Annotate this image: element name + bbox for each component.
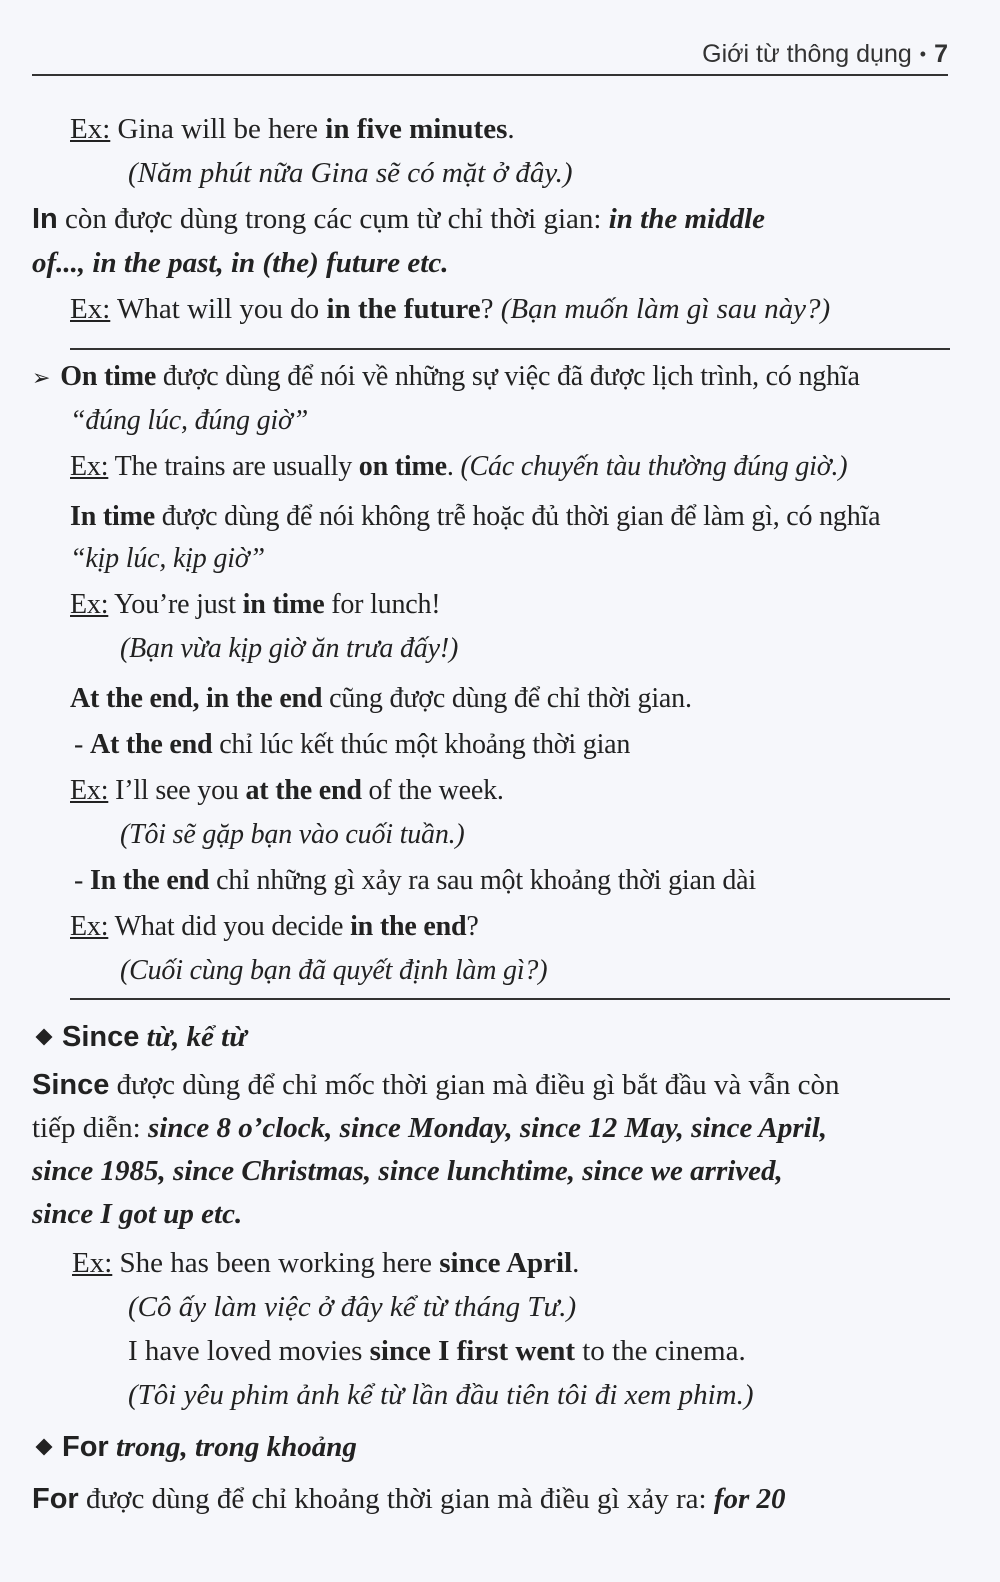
example-text: What did you decide <box>114 911 351 942</box>
heading-meaning: từ, kể từ <box>139 1021 247 1053</box>
ex-label: Ex: <box>72 1247 113 1279</box>
keyword-for: For <box>32 1483 79 1515</box>
dash: - <box>74 729 90 760</box>
ex-label: Ex: <box>70 911 109 942</box>
paragraph-text: còn được dùng trong các cụm từ chỉ thời gian: <box>57 203 609 235</box>
ex-label: Ex: <box>70 451 109 482</box>
translation-since-april: (Cô ấy làm việc ở đây kể từ tháng Tư.) <box>128 1291 577 1323</box>
arrow-bullet-icon: ➢ <box>32 366 51 391</box>
paragraph-phrases-2: since 1985, since Christmas, since lunchtime, since we arrived, <box>32 1155 783 1187</box>
paragraph-text: được dùng để chỉ mốc thời gian mà điều gì bắt đầu và vẫn còn <box>109 1069 840 1101</box>
example-in-the-end <box>70 906 950 948</box>
example-text-end: . <box>446 451 461 482</box>
diamond-bullet-icon <box>36 1439 53 1456</box>
paragraph-phrases-1: in the middle <box>608 203 766 235</box>
example-in-five-minutes <box>70 108 950 152</box>
definition-text: chỉ những gì xảy ra sau một khoảng thời gian dài <box>209 865 756 896</box>
example-text-end: . <box>507 113 515 145</box>
meaning-in-time: “kịp lúc, kịp giờ” <box>70 543 265 574</box>
example-text: I have loved movies <box>128 1335 370 1367</box>
example-text-end: of the week. <box>361 775 504 806</box>
example-translation: (Bạn muốn làm gì sau này?) <box>500 293 831 325</box>
example-text: Gina will be here <box>117 113 326 145</box>
example-keyword: at the end <box>245 775 362 806</box>
paragraph-end <box>70 678 950 720</box>
keyword-since: Since <box>32 1069 110 1101</box>
dash: - <box>74 865 90 896</box>
running-header <box>32 34 948 76</box>
ex-label: Ex: <box>70 775 109 806</box>
paragraph-on-time <box>32 356 948 442</box>
paragraph-text: được dùng để nói không trễ hoặc đủ thời gian để làm gì, có nghĩa <box>154 501 881 532</box>
header-bullet: • <box>919 43 927 64</box>
example-keyword: in time <box>242 589 325 620</box>
translation-in-time: (Bạn vừa kịp giờ ăn trưa đấy!) <box>120 633 459 664</box>
keyword-in: In <box>32 203 58 235</box>
section-divider <box>70 998 950 1000</box>
section-divider <box>70 348 950 350</box>
keyword-in-time: In time <box>70 501 155 532</box>
page-number: 7 <box>934 39 948 68</box>
example-on-time <box>70 446 950 488</box>
example-text: She has been working here <box>119 1247 440 1279</box>
example-keyword: in five minutes <box>325 113 508 145</box>
example-text-end: ? <box>466 911 479 942</box>
example-keyword: on time <box>358 451 447 482</box>
paragraph-since <box>32 1064 948 1236</box>
heading-keyword: Since <box>62 1021 140 1053</box>
definition-at-the-end <box>74 724 950 766</box>
example-text-end: to the cinema. <box>575 1335 746 1367</box>
paragraph-phrases-3: since I got up etc. <box>32 1198 243 1230</box>
example-since-april <box>72 1242 948 1286</box>
paragraph-in-time <box>70 496 950 580</box>
paragraph-in-phrases <box>32 198 948 285</box>
example-text: The trains are usually <box>114 451 359 482</box>
example-at-the-end <box>70 770 950 812</box>
heading-since <box>32 1016 948 1060</box>
ex-label: Ex: <box>70 113 111 145</box>
example-text-end: for lunch! <box>324 589 441 620</box>
example-in-the-future <box>70 288 950 332</box>
keyword-on-time: On time <box>60 361 157 392</box>
example-text-end: . <box>572 1247 580 1279</box>
paragraph-text: được dùng để nói về những sự việc đã được lịch trình, có nghĩa <box>156 361 860 392</box>
keyword-at-the-end: At the end <box>89 729 213 760</box>
example-translation: (Các chuyến tàu thường đúng giờ.) <box>460 451 848 482</box>
paragraph-phrases: for 20 <box>713 1483 786 1515</box>
example-text: You’re just <box>114 589 243 620</box>
paragraph-for <box>32 1478 948 1522</box>
translation-at-the-end: (Tôi sẽ gặp bạn vào cuối tuần.) <box>120 819 465 850</box>
example-text-end: ? <box>480 293 501 325</box>
keyword-end: At the end, in the end <box>70 683 323 714</box>
heading-for <box>32 1426 948 1470</box>
heading-meaning: trong, trong khoảng <box>108 1431 357 1463</box>
diamond-bullet-icon <box>36 1029 53 1046</box>
ex-label: Ex: <box>70 293 111 325</box>
header-title: Giới từ thông dụng <box>702 39 912 68</box>
example-since-first-went <box>128 1330 948 1374</box>
translation-since-first-went: (Tôi yêu phim ảnh kể từ lần đầu tiên tôi đi xem phim.) <box>128 1379 754 1411</box>
example-keyword: in the future <box>326 293 481 325</box>
translation-in-the-end: (Cuối cùng bạn đã quyết định làm gì?) <box>120 955 548 986</box>
paragraph-text: cũng được dùng để chỉ thời gian. <box>322 683 692 714</box>
example-keyword: since I first went <box>369 1335 575 1367</box>
example-keyword: since April <box>439 1247 573 1279</box>
heading-keyword: For <box>62 1431 109 1463</box>
translation-in-five-minutes: (Năm phút nữa Gina sẽ có mặt ở đây.) <box>128 157 573 189</box>
paragraph-text-2: tiếp diễn: <box>32 1112 148 1144</box>
keyword-in-the-end: In the end <box>89 865 210 896</box>
ex-label: Ex: <box>70 589 109 620</box>
example-text: I’ll see you <box>115 775 246 806</box>
example-keyword: in the end <box>350 911 467 942</box>
paragraph-phrases-2: of..., in the past, in (the) future etc. <box>32 246 449 279</box>
meaning-on-time: “đúng lúc, đúng giờ” <box>70 405 309 436</box>
example-in-time <box>70 584 950 626</box>
example-text: What will you do <box>117 293 327 325</box>
paragraph-phrases-1: since 8 o’clock, since Monday, since 12 May, since April, <box>147 1112 828 1144</box>
paragraph-text: được dùng để chỉ khoảng thời gian mà điều gì xảy ra: <box>78 1483 714 1515</box>
definition-text: chỉ lúc kết thúc một khoảng thời gian <box>212 729 631 760</box>
definition-in-the-end <box>74 860 950 902</box>
